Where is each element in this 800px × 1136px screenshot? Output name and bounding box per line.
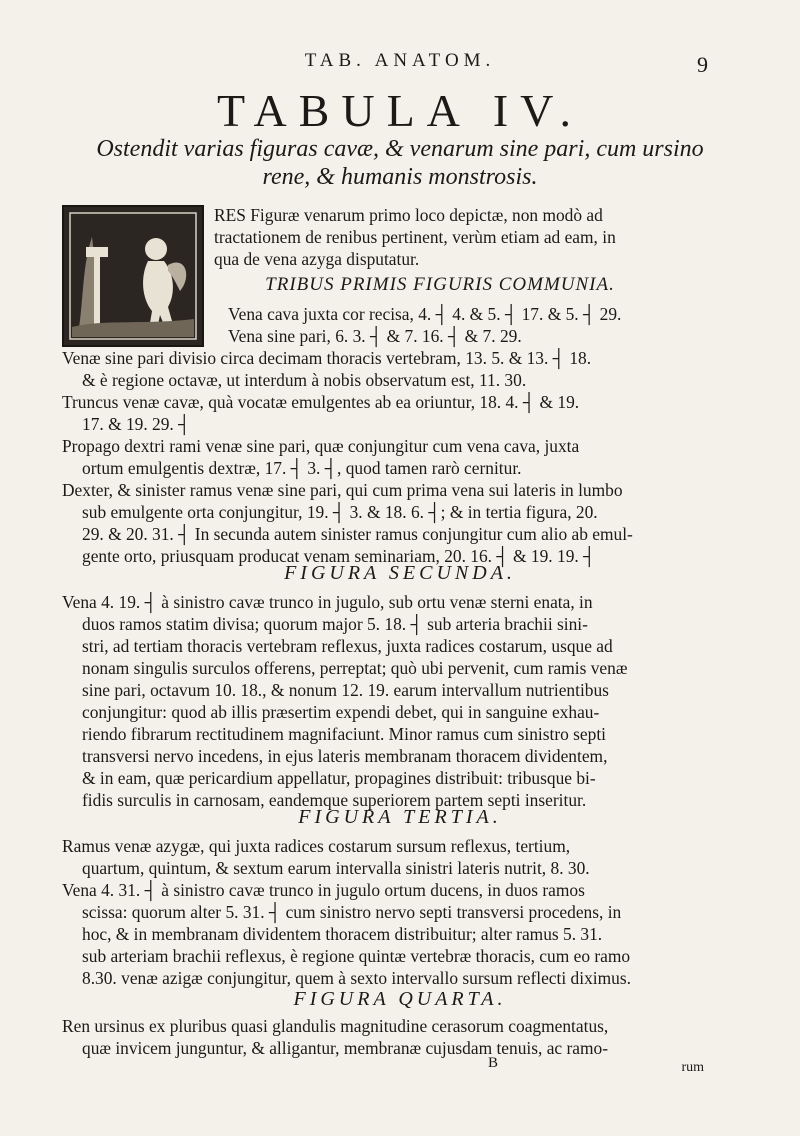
text-line: conjungitur: quod ab illis præsertim expendi debet, qui in sanguine exhau- (82, 702, 600, 722)
text-line: 8.30. venæ azigæ conjungitur, quem à sexto intervallo sursum reflecti diximus. (82, 968, 631, 988)
text-line: Vena cava juxta cor recisa, 4. ┤ 4. & 5. ┤ 17. & 5. ┤ 29. (228, 304, 622, 324)
subtitle-line: Ostendit varias figuras cavæ, & venarum sine pari, cum ursino (96, 136, 704, 162)
section-heading: FIGURA SECUNDA. (284, 562, 516, 584)
text-line: Venæ sine pari divisio circa decimam thoracis vertebram, 13. 5. & 13. ┤ 18. (62, 348, 592, 368)
signature-mark: B (488, 1055, 499, 1071)
subtitle-line: rene, & humanis monstrosis. (262, 164, 538, 190)
text-line: scissa: quorum alter 5. 31. ┤ cum sinistro nervo septi transversi procedens, in (82, 902, 622, 922)
text-line: Vena 4. 31. ┤ à sinistro cavæ trunco in jugulo ortum ducens, in duos ramos (62, 880, 585, 900)
text-line: riendo fibrarum rectitudinem magnifaciunt. Minor ramus cum sinistro septi (82, 724, 607, 744)
text-line: & è regione octavæ, ut interdum à nobis observatum est, 11. 30. (82, 370, 527, 390)
text-line: sine pari, octavum 10. 18., & nonum 12. 19. earum intervallum nutrientibus (82, 680, 609, 700)
running-head: TAB. ANATOM. (304, 50, 496, 71)
text-line: Propago dextri rami venæ sine pari, quæ conjungitur cum vena cava, juxta (62, 436, 580, 456)
plate-subtitle (60, 135, 740, 191)
text-line: Vena 4. 19. ┤ à sinistro cavæ trunco in jugulo, sub ortu venæ sterni enata, in (62, 592, 593, 612)
text-line: stri, ad tertiam thoracis vertebram reflexus, juxta radices costarum, usque ad (82, 636, 613, 656)
intro-line: qua de vena azyga disputatur. (214, 249, 420, 269)
plate-title: TABULA IV. (217, 85, 583, 136)
text-line: quartum, quintum, & sextum earum intervalla sinistri lateris nutrit, 8. 30. (82, 858, 590, 878)
text-line: fidis surculis in carnosam, eandemque superiorem partem septi inseritur. (82, 790, 587, 810)
text-line: gente orto, priusquam producat venam seminariam, 20. 16. ┤ & 19. 19. ┤ (82, 546, 596, 566)
section-heading: FIGURA QUARTA. (293, 988, 507, 1010)
text-line: Dexter, & sinister ramus venæ sine pari, qui cum prima vena sui lateris in lumbo (62, 480, 623, 500)
text-line: transversi nervo incedens, in ejus lateris membranam thoracem dividentem, (82, 746, 608, 766)
text-line: Ramus venæ azygæ, qui juxta radices costarum sursum reflexus, tertium, (62, 836, 571, 856)
text-line: hoc, & in membranam dividentem thoracem distribuitur; alter ramus 5. 31. (82, 924, 603, 944)
catchword: rum (681, 1060, 704, 1075)
page-number: 9 (697, 52, 708, 77)
text-line: & in eam, quæ pericardium appellatur, propagines distribuit: tribusque bi- (82, 768, 596, 788)
text-line: sub arteriam brachii reflexus, è regione quintæ vertebræ thoracis, cum eo ramo (82, 946, 631, 966)
text-line: Truncus venæ cavæ, quà vocatæ emulgentes ab ea oriuntur, 18. 4. ┤ & 19. (62, 392, 580, 412)
text-line: duos ramos statim divisa; quorum major 5. 18. ┤ sub arteria brachii sini- (82, 614, 588, 634)
text-line: Vena sine pari, 6. 3. ┤ & 7. 16. ┤ & 7. 29. (228, 326, 522, 346)
section-heading: FIGURA TERTIA. (298, 806, 502, 828)
text-line: nonam singulis surculos offerens, perreptat; quò ubi pervenit, cum ramis venæ (82, 658, 628, 678)
text-line: quæ invicem junguntur, & alligantur, membranæ cujusdam tenuis, ac ramo- (82, 1038, 609, 1058)
text-line: sub emulgente orta conjungitur, 19. ┤ 3. & 18. 6. ┤; & in tertia figura, 20. (82, 502, 598, 522)
intro-line: RES Figuræ venarum primo loco depictæ, non modò ad (214, 205, 603, 225)
text-line: 17. & 19. 29. ┤ (82, 414, 191, 434)
text-line: Ren ursinus ex pluribus quasi glandulis magnitudine cerasorum coagmentatus, (62, 1016, 609, 1036)
intro-line: tractationem de renibus pertinent, verùm etiam ad eam, in (214, 227, 616, 247)
section-heading: TRIBUS PRIMIS FIGURIS COMMUNIA. (265, 274, 615, 295)
text-line: 29. & 20. 31. ┤ In secunda autem sinister ramus conjungitur cum alio ab emul- (82, 524, 633, 544)
text-line: ortum emulgentis dextræ, 17. ┤ 3. ┤, quod tamen rarò cernitur. (82, 458, 522, 478)
